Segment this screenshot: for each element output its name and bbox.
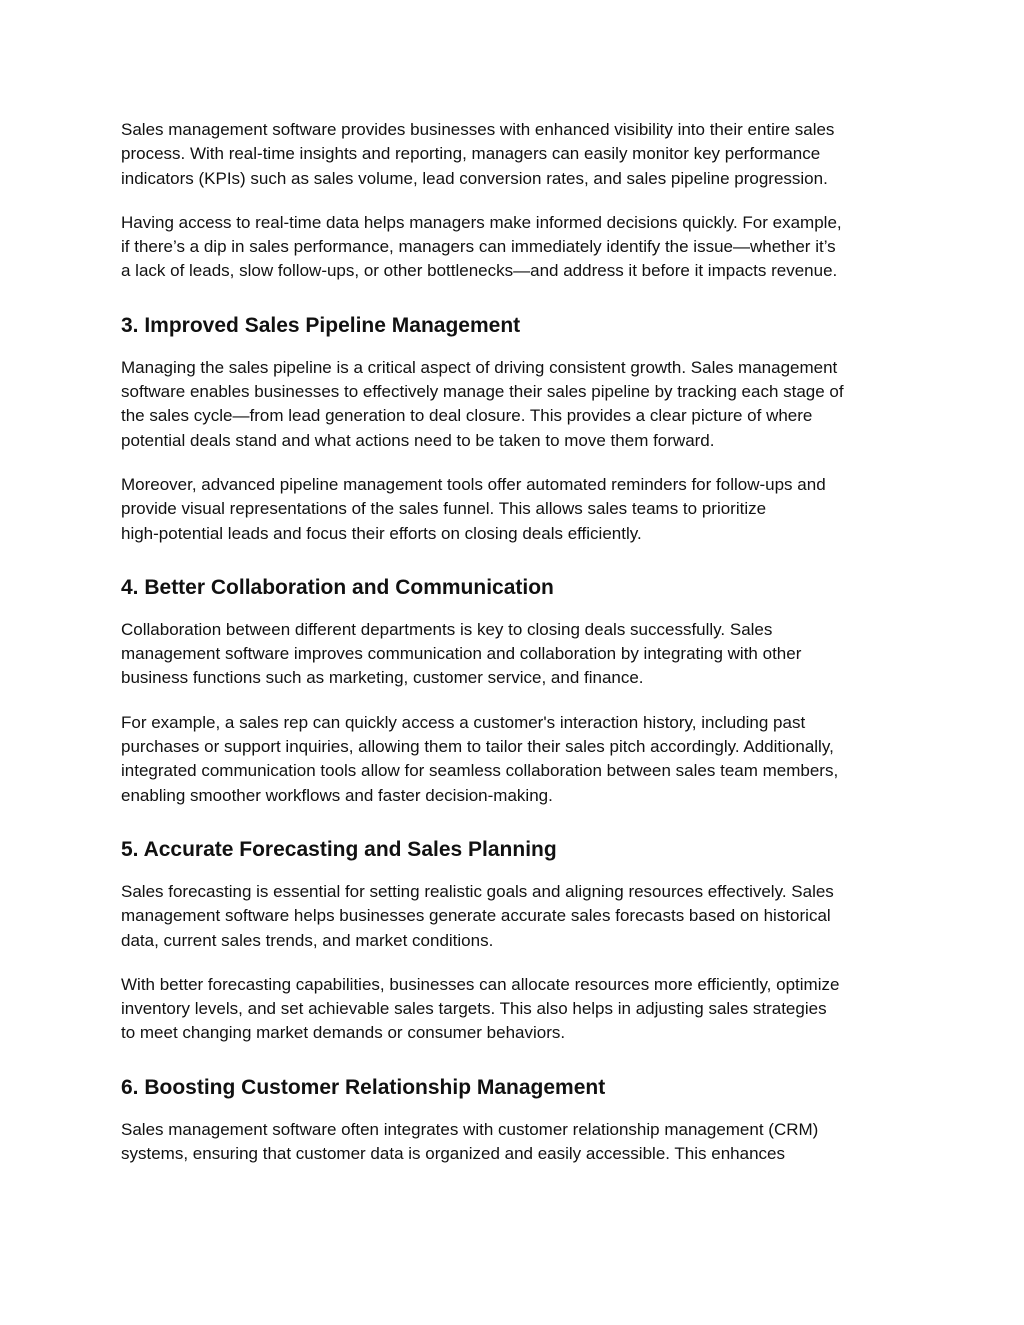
- section-heading: 3. Improved Sales Pipeline Management: [121, 313, 521, 337]
- section-forecasting: [121, 836, 911, 1046]
- section-paragraph: Sales management software often integrates with customer relationship management (CRM) systems, ensuring that customer data is organized and easily accessible. This enhances: [121, 1119, 819, 1164]
- section-heading: 4. Better Collaboration and Communication: [121, 575, 554, 599]
- section-paragraph: Sales forecasting is essential for setting realistic goals and aligning resources effectively. Sales management software helps businesses generate accurate sales forecasts based on historical data, current sales trends, and market conditions.: [121, 881, 834, 950]
- section-heading: 5. Accurate Forecasting and Sales Planning: [121, 837, 557, 861]
- section-paragraph: With better forecasting capabilities, businesses can allocate resources more efficiently, optimize inventory levels, and set achievable sales targets. This also helps in adjusting sales strategies to meet changing market demands or consumer behaviors.: [121, 974, 840, 1043]
- section-pipeline-management: [121, 312, 911, 546]
- intro-paragraph: Having access to real-time data helps managers make informed decisions quickly. For example, if there’s a dip in sales performance, managers can immediately identify the issue—whether it’s a lack of leads, slow follow-ups, or other bottlenecks—and address it before it impacts revenue.: [121, 212, 842, 281]
- section-paragraph: Collaboration between different departments is key to closing deals successfully. Sales management software improves communication and collaboration by integrating with other business functions such as marketing, customer service, and finance.: [121, 619, 802, 688]
- section-heading: 6. Boosting Customer Relationship Management: [121, 1075, 606, 1099]
- section-paragraph: Managing the sales pipeline is a critical aspect of driving consistent growth. Sales management software enables businesses to effectively manage their sales pipeline by tracking each stage of the sales cycle—from lead generation to deal closure. This provides a clear picture of where potential deals stand and what actions need to be taken to move them forward.: [121, 357, 844, 450]
- section-paragraph: Moreover, advanced pipeline management tools offer automated reminders for follow-ups and provide visual representations of the sales funnel. This allows sales teams to prioritize high-potential leads and focus their efforts on closing deals efficiently.: [121, 474, 826, 543]
- section-paragraph: For example, a sales rep can quickly access a customer's interaction history, including past purchases or support inquiries, allowing them to tailor their sales pitch accordingly. Additionally, integrated communication tools allow for seamless collaboration between sales team members, enabling smoother workflows and faster decision-making.: [121, 712, 839, 805]
- section-crm: [121, 1074, 911, 1167]
- section-collaboration: [121, 574, 911, 808]
- intro-block: [121, 118, 911, 284]
- intro-paragraph: Sales management software provides businesses with enhanced visibility into their entire sales process. With real-time insights and reporting, managers can easily monitor key performance indicators (KPIs) such as sales volume, lead conversion rates, and sales pipeline progression.: [121, 120, 835, 188]
- document-page: [121, 118, 911, 1186]
